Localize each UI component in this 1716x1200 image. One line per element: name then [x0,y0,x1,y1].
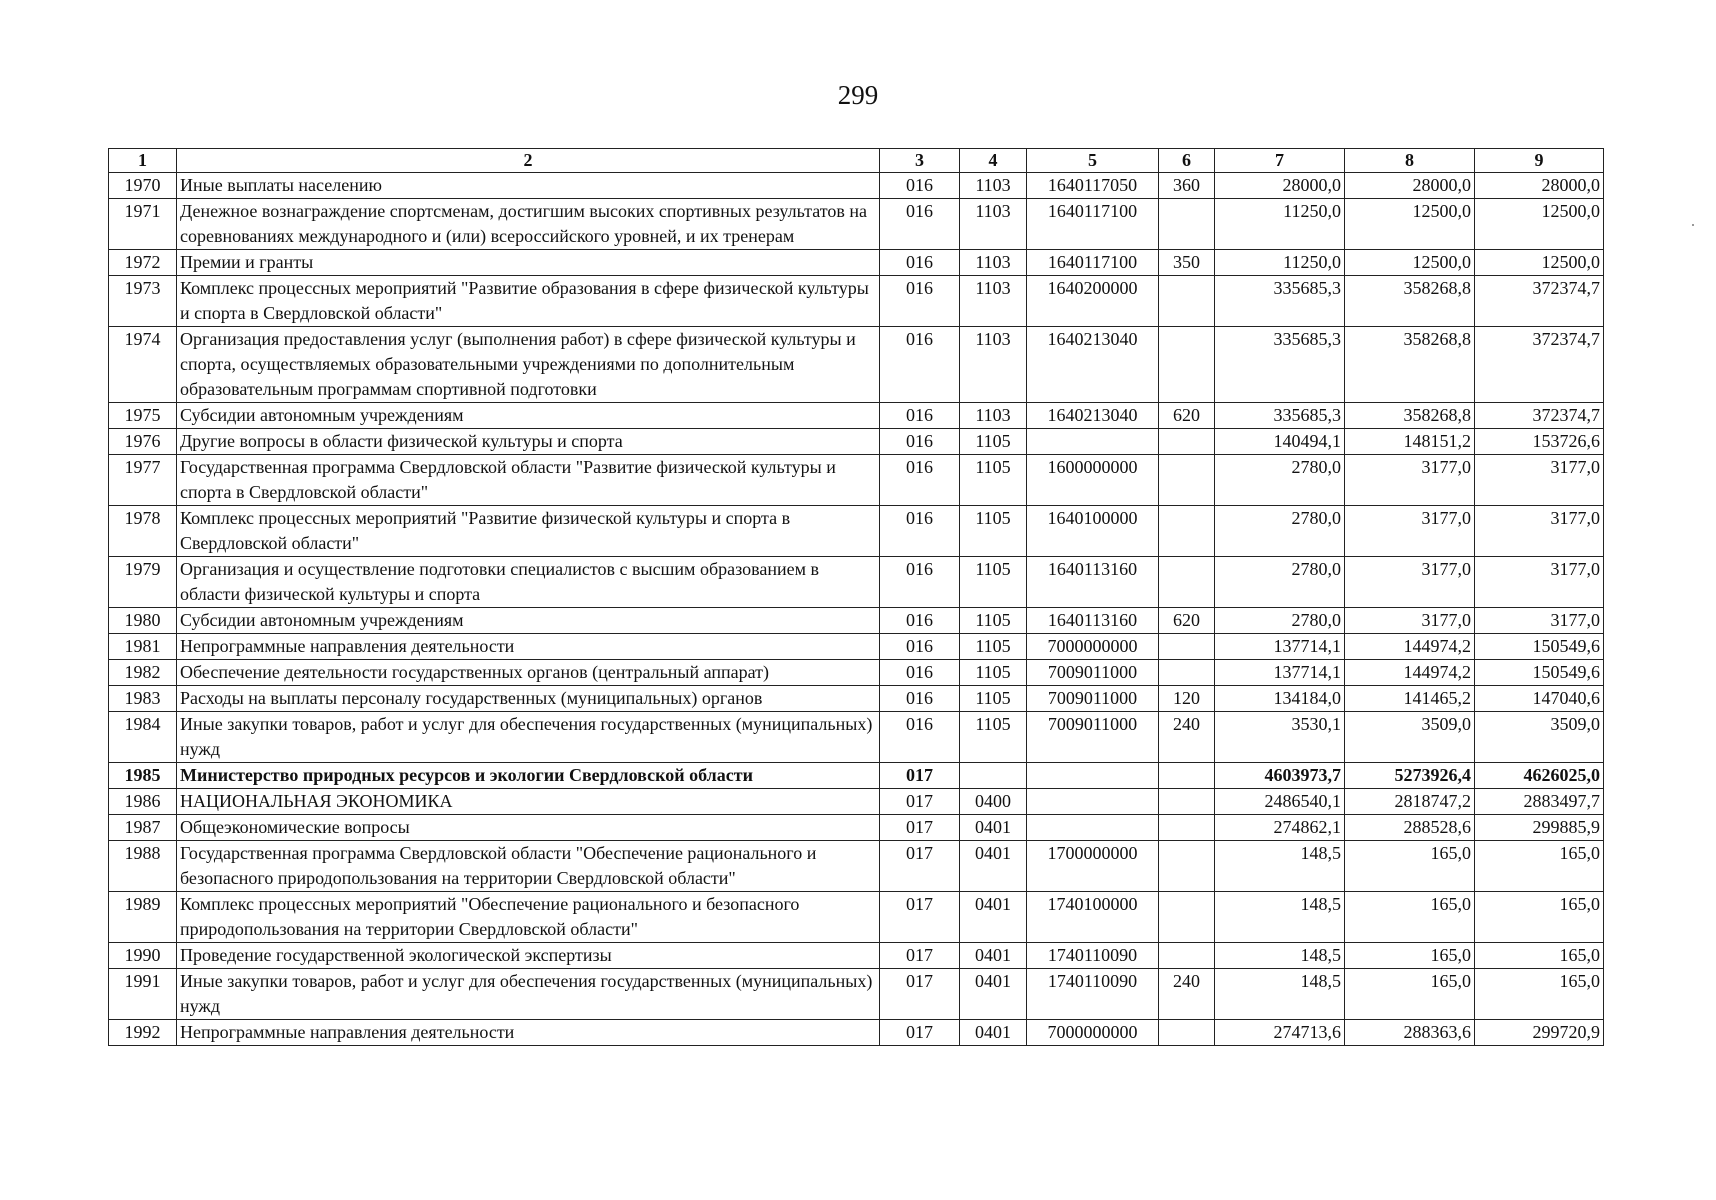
target-code-cell: 1640100000 [1027,506,1159,557]
item-name-cell: Премии и гранты [177,250,880,276]
ministry-code-cell: 016 [880,634,960,660]
ministry-code-cell: 017 [880,969,960,1020]
amount-col7-cell: 28000,0 [1215,173,1345,199]
ministry-code-cell: 016 [880,506,960,557]
amount-col7-cell: 4603973,7 [1215,763,1345,789]
table-row [109,660,1604,686]
amount-col7-cell: 335685,3 [1215,276,1345,327]
table-row [109,173,1604,199]
row-number-cell: 1989 [109,892,177,943]
item-name-cell: Комплекс процессных мероприятий "Развитие образования в сфере физической культуры и спорта в Свердловской области" [177,276,880,327]
section-code-cell: 1105 [960,455,1027,506]
amount-col7-cell: 274713,6 [1215,1020,1345,1046]
section-code-cell: 0401 [960,815,1027,841]
section-code-cell: 1105 [960,557,1027,608]
row-number-cell: 1972 [109,250,177,276]
section-code-cell: 0401 [960,943,1027,969]
section-code-cell: 0400 [960,789,1027,815]
amount-col7-cell: 148,5 [1215,969,1345,1020]
expense-type-cell [1159,1020,1215,1046]
expense-type-cell: 120 [1159,686,1215,712]
expense-type-cell [1159,815,1215,841]
ministry-code-cell: 016 [880,199,960,250]
column-header: 8 [1345,149,1475,173]
amount-col8-cell: 3509,0 [1345,712,1475,763]
expense-type-cell: 360 [1159,173,1215,199]
ministry-code-cell: 016 [880,660,960,686]
ministry-code-cell: 017 [880,763,960,789]
amount-col8-cell: 288363,6 [1345,1020,1475,1046]
amount-col9-cell: 150549,6 [1475,660,1604,686]
target-code-cell [1027,429,1159,455]
item-name-cell: Субсидии автономным учреждениям [177,403,880,429]
amount-col9-cell: 2883497,7 [1475,789,1604,815]
table-row [109,763,1604,789]
item-name-cell: Непрограммные направления деятельности [177,1020,880,1046]
expense-type-cell [1159,327,1215,403]
amount-col7-cell: 11250,0 [1215,199,1345,250]
row-number-cell: 1980 [109,608,177,634]
ministry-code-cell: 017 [880,841,960,892]
table-body [109,173,1604,1046]
row-number-cell: 1981 [109,634,177,660]
expense-type-cell [1159,199,1215,250]
amount-col8-cell: 165,0 [1345,969,1475,1020]
section-code-cell: 1103 [960,327,1027,403]
amount-col8-cell: 358268,8 [1345,276,1475,327]
ministry-code-cell: 016 [880,686,960,712]
row-number-cell: 1973 [109,276,177,327]
ministry-code-cell: 016 [880,173,960,199]
amount-col9-cell: 165,0 [1475,841,1604,892]
amount-col7-cell: 335685,3 [1215,327,1345,403]
item-name-cell: НАЦИОНАЛЬНАЯ ЭКОНОМИКА [177,789,880,815]
amount-col9-cell: 150549,6 [1475,634,1604,660]
section-code-cell: 1105 [960,608,1027,634]
target-code-cell: 1640113160 [1027,608,1159,634]
target-code-cell: 1640213040 [1027,327,1159,403]
ministry-code-cell: 016 [880,250,960,276]
expense-type-cell [1159,841,1215,892]
amount-col7-cell: 140494,1 [1215,429,1345,455]
target-code-cell [1027,815,1159,841]
expense-type-cell [1159,634,1215,660]
amount-col8-cell: 3177,0 [1345,506,1475,557]
expense-type-cell [1159,943,1215,969]
expense-type-cell: 240 [1159,969,1215,1020]
section-code-cell: 1103 [960,276,1027,327]
ministry-code-cell: 016 [880,455,960,506]
item-name-cell: Непрограммные направления деятельности [177,634,880,660]
item-name-cell: Организация предоставления услуг (выполнения работ) в сфере физической культуры и спорта, осуществляемых образовательными учреждениями по дополнительным образовательным программам спортивной подготовки [177,327,880,403]
table-row [109,892,1604,943]
amount-col9-cell: 3177,0 [1475,455,1604,506]
amount-col8-cell: 165,0 [1345,892,1475,943]
row-number-cell: 1971 [109,199,177,250]
amount-col9-cell: 4626025,0 [1475,763,1604,789]
expense-type-cell [1159,276,1215,327]
amount-col9-cell: 12500,0 [1475,250,1604,276]
row-number-cell: 1983 [109,686,177,712]
amount-col9-cell: 372374,7 [1475,276,1604,327]
row-number-cell: 1970 [109,173,177,199]
amount-col8-cell: 141465,2 [1345,686,1475,712]
section-code-cell: 1103 [960,250,1027,276]
amount-col8-cell: 2818747,2 [1345,789,1475,815]
ministry-code-cell: 016 [880,403,960,429]
section-code-cell: 1105 [960,686,1027,712]
ministry-code-cell: 017 [880,892,960,943]
table-row [109,276,1604,327]
target-code-cell: 1640113160 [1027,557,1159,608]
column-header: 4 [960,149,1027,173]
amount-col9-cell: 153726,6 [1475,429,1604,455]
amount-col9-cell: 165,0 [1475,943,1604,969]
amount-col7-cell: 148,5 [1215,943,1345,969]
amount-col7-cell: 148,5 [1215,841,1345,892]
target-code-cell [1027,789,1159,815]
amount-col8-cell: 165,0 [1345,841,1475,892]
amount-col9-cell: 12500,0 [1475,199,1604,250]
table-row [109,1020,1604,1046]
amount-col8-cell: 165,0 [1345,943,1475,969]
ministry-code-cell: 016 [880,327,960,403]
row-number-cell: 1974 [109,327,177,403]
table-row [109,506,1604,557]
ministry-code-cell: 017 [880,943,960,969]
amount-col8-cell: 144974,2 [1345,660,1475,686]
ministry-code-cell: 016 [880,557,960,608]
section-code-cell: 0401 [960,892,1027,943]
row-number-cell: 1992 [109,1020,177,1046]
target-code-cell: 1640117100 [1027,250,1159,276]
budget-table [108,148,1604,1046]
target-code-cell: 1740100000 [1027,892,1159,943]
target-code-cell: 1640200000 [1027,276,1159,327]
amount-col7-cell: 11250,0 [1215,250,1345,276]
amount-col9-cell: 147040,6 [1475,686,1604,712]
table-row [109,557,1604,608]
item-name-cell: Государственная программа Свердловской области "Обеспечение рационального и безопасного природопользования на территории Свердловской области" [177,841,880,892]
amount-col7-cell: 335685,3 [1215,403,1345,429]
section-code-cell: 0401 [960,969,1027,1020]
ministry-code-cell: 016 [880,429,960,455]
amount-col9-cell: 165,0 [1475,892,1604,943]
column-header: 5 [1027,149,1159,173]
item-name-cell: Субсидии автономным учреждениям [177,608,880,634]
expense-type-cell [1159,429,1215,455]
column-header: 7 [1215,149,1345,173]
amount-col8-cell: 144974,2 [1345,634,1475,660]
column-header: 3 [880,149,960,173]
item-name-cell: Расходы на выплаты персоналу государственных (муниципальных) органов [177,686,880,712]
row-number-cell: 1982 [109,660,177,686]
table-row [109,199,1604,250]
amount-col9-cell: 3177,0 [1475,506,1604,557]
item-name-cell: Комплекс процессных мероприятий "Обеспечение рационального и безопасного природопользования на территории Свердловской области" [177,892,880,943]
row-number-cell: 1986 [109,789,177,815]
amount-col7-cell: 137714,1 [1215,660,1345,686]
amount-col7-cell: 2780,0 [1215,455,1345,506]
amount-col7-cell: 134184,0 [1215,686,1345,712]
item-name-cell: Проведение государственной экологической экспертизы [177,943,880,969]
expense-type-cell [1159,660,1215,686]
expense-type-cell [1159,455,1215,506]
item-name-cell: Государственная программа Свердловской области "Развитие физической культуры и спорта в Свердловской области" [177,455,880,506]
section-code-cell: 1105 [960,660,1027,686]
row-number-cell: 1979 [109,557,177,608]
table-row [109,327,1604,403]
column-header: 9 [1475,149,1604,173]
table-row [109,789,1604,815]
ministry-code-cell: 017 [880,789,960,815]
target-code-cell: 7009011000 [1027,660,1159,686]
row-number-cell: 1988 [109,841,177,892]
expense-type-cell [1159,763,1215,789]
amount-col8-cell: 358268,8 [1345,403,1475,429]
amount-col9-cell: 3177,0 [1475,557,1604,608]
amount-col8-cell: 148151,2 [1345,429,1475,455]
ministry-code-cell: 016 [880,276,960,327]
table-row [109,634,1604,660]
amount-col9-cell: 299885,9 [1475,815,1604,841]
row-number-cell: 1977 [109,455,177,506]
amount-col9-cell: 28000,0 [1475,173,1604,199]
target-code-cell: 1700000000 [1027,841,1159,892]
row-number-cell: 1985 [109,763,177,789]
amount-col8-cell: 12500,0 [1345,250,1475,276]
scan-speck [1692,224,1694,226]
target-code-cell: 1600000000 [1027,455,1159,506]
item-name-cell: Министерство природных ресурсов и экологии Свердловской области [177,763,880,789]
expense-type-cell [1159,789,1215,815]
ministry-code-cell: 017 [880,815,960,841]
item-name-cell: Другие вопросы в области физической культуры и спорта [177,429,880,455]
amount-col8-cell: 5273926,4 [1345,763,1475,789]
column-header: 6 [1159,149,1215,173]
table-row [109,712,1604,763]
item-name-cell: Обеспечение деятельности государственных органов (центральный аппарат) [177,660,880,686]
amount-col7-cell: 2780,0 [1215,557,1345,608]
row-number-cell: 1984 [109,712,177,763]
target-code-cell: 1640117100 [1027,199,1159,250]
target-code-cell: 1740110090 [1027,943,1159,969]
amount-col9-cell: 372374,7 [1475,327,1604,403]
row-number-cell: 1990 [109,943,177,969]
target-code-cell: 1740110090 [1027,969,1159,1020]
amount-col9-cell: 3177,0 [1475,608,1604,634]
target-code-cell: 1640213040 [1027,403,1159,429]
section-code-cell: 1103 [960,199,1027,250]
amount-col7-cell: 274862,1 [1215,815,1345,841]
item-name-cell: Организация и осуществление подготовки специалистов с высшим образованием в области физической культуры и спорта [177,557,880,608]
item-name-cell: Комплекс процессных мероприятий "Развитие физической культуры и спорта в Свердловской области" [177,506,880,557]
table-row [109,943,1604,969]
target-code-cell: 1640117050 [1027,173,1159,199]
amount-col9-cell: 3509,0 [1475,712,1604,763]
target-code-cell [1027,763,1159,789]
target-code-cell: 7009011000 [1027,712,1159,763]
expense-type-cell [1159,557,1215,608]
table-row [109,686,1604,712]
section-code-cell: 0401 [960,841,1027,892]
expense-type-cell: 240 [1159,712,1215,763]
expense-type-cell: 620 [1159,403,1215,429]
section-code-cell [960,763,1027,789]
amount-col9-cell: 165,0 [1475,969,1604,1020]
expense-type-cell [1159,892,1215,943]
row-number-cell: 1976 [109,429,177,455]
table-row [109,429,1604,455]
amount-col8-cell: 358268,8 [1345,327,1475,403]
amount-col7-cell: 2780,0 [1215,506,1345,557]
target-code-cell: 7000000000 [1027,1020,1159,1046]
amount-col8-cell: 288528,6 [1345,815,1475,841]
amount-col8-cell: 3177,0 [1345,557,1475,608]
table-row [109,403,1604,429]
target-code-cell: 7009011000 [1027,686,1159,712]
row-number-cell: 1975 [109,403,177,429]
expense-type-cell [1159,506,1215,557]
item-name-cell: Иные выплаты населению [177,173,880,199]
expense-type-cell: 620 [1159,608,1215,634]
section-code-cell: 1103 [960,173,1027,199]
amount-col7-cell: 148,5 [1215,892,1345,943]
amount-col8-cell: 12500,0 [1345,199,1475,250]
amount-col8-cell: 3177,0 [1345,608,1475,634]
ministry-code-cell: 016 [880,608,960,634]
table-row [109,841,1604,892]
column-header: 1 [109,149,177,173]
table-row [109,815,1604,841]
amount-col8-cell: 3177,0 [1345,455,1475,506]
amount-col7-cell: 2486540,1 [1215,789,1345,815]
row-number-cell: 1987 [109,815,177,841]
amount-col9-cell: 299720,9 [1475,1020,1604,1046]
table-row [109,250,1604,276]
amount-col7-cell: 137714,1 [1215,634,1345,660]
amount-col9-cell: 372374,7 [1475,403,1604,429]
target-code-cell: 7000000000 [1027,634,1159,660]
table-row [109,969,1604,1020]
table-row [109,455,1604,506]
section-code-cell: 1105 [960,634,1027,660]
item-name-cell: Иные закупки товаров, работ и услуг для обеспечения государственных (муниципальных) нужд [177,712,880,763]
section-code-cell: 1105 [960,712,1027,763]
row-number-cell: 1978 [109,506,177,557]
section-code-cell: 1105 [960,429,1027,455]
item-name-cell: Общеэкономические вопросы [177,815,880,841]
header-row [109,149,1604,173]
item-name-cell: Денежное вознаграждение спортсменам, достигшим высоких спортивных результатов на соревнованиях международного и (или) всероссийского уровней, и их тренерам [177,199,880,250]
section-code-cell: 1103 [960,403,1027,429]
section-code-cell: 0401 [960,1020,1027,1046]
item-name-cell: Иные закупки товаров, работ и услуг для обеспечения государственных (муниципальных) нужд [177,969,880,1020]
ministry-code-cell: 017 [880,1020,960,1046]
expense-type-cell: 350 [1159,250,1215,276]
table-row [109,608,1604,634]
amount-col7-cell: 2780,0 [1215,608,1345,634]
amount-col7-cell: 3530,1 [1215,712,1345,763]
ministry-code-cell: 016 [880,712,960,763]
section-code-cell: 1105 [960,506,1027,557]
column-header: 2 [177,149,880,173]
page-number: 299 [837,80,879,110]
row-number-cell: 1991 [109,969,177,1020]
amount-col8-cell: 28000,0 [1345,173,1475,199]
